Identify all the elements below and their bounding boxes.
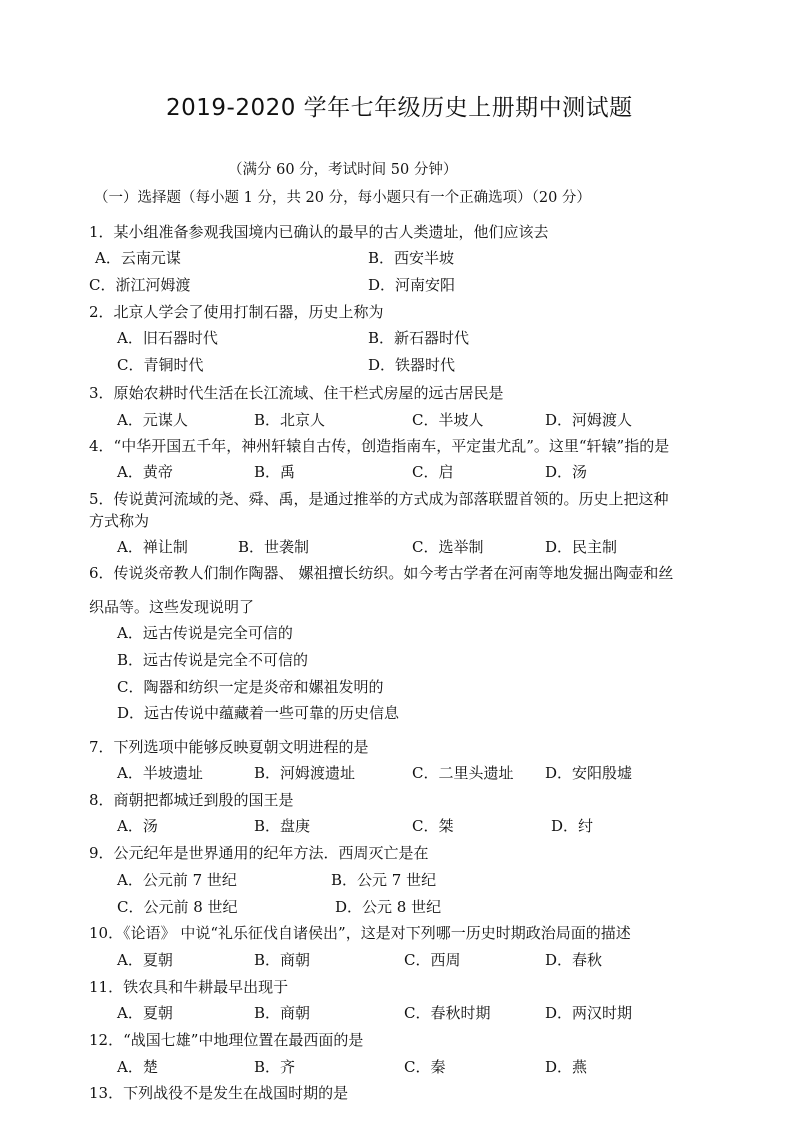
option-c: C．公元前 8 世纪 bbox=[117, 898, 238, 916]
question-stem: 10．《论语》 中说“礼乐征伐自诸侯出”，这是对下列哪一历史时期政治局面的描述 bbox=[89, 924, 631, 942]
option-c: C．青铜时代 bbox=[117, 356, 204, 374]
question-stem: 2．北京人学会了使用打制石器，历史上称为 bbox=[89, 303, 384, 321]
option-b: B．商朝 bbox=[254, 1004, 311, 1022]
option-c: C．陶器和纺织一定是炎帝和嫘祖发明的 bbox=[117, 678, 384, 696]
option-a: A．汤 bbox=[117, 817, 158, 835]
option-d: D．民主制 bbox=[545, 538, 618, 556]
option-d: D．河南安阳 bbox=[368, 276, 456, 294]
option-b: B．北京人 bbox=[254, 411, 326, 429]
section-heading: （一）选择题（每小题 1 分，共 20 分，每小题只有一个正确选项）（20 分） bbox=[94, 190, 591, 206]
question-stem: 3．原始农耕时代生活在长江流域、住干栏式房屋的远古居民是 bbox=[89, 384, 504, 402]
option-a: A．半坡遗址 bbox=[117, 764, 203, 782]
question-stem-cont: 织品等。这些发现说明了 bbox=[89, 598, 255, 616]
option-a: A．楚 bbox=[117, 1058, 158, 1076]
option-b: B．远古传说是完全不可信的 bbox=[117, 651, 309, 669]
option-d: D．汤 bbox=[545, 463, 588, 481]
question-stem: 7．下列选项中能够反映夏朝文明进程的是 bbox=[89, 738, 369, 756]
option-c: C．春秋时期 bbox=[404, 1004, 491, 1022]
option-a: A．夏朝 bbox=[117, 951, 173, 969]
option-b: B．西安半坡 bbox=[368, 249, 455, 267]
option-d: D．纣 bbox=[551, 817, 594, 835]
option-a: A．远古传说是完全可信的 bbox=[117, 624, 293, 642]
option-b: B．世袭制 bbox=[238, 538, 310, 556]
question-stem: 11．铁农具和牛耕最早出现于 bbox=[89, 978, 289, 996]
option-d: D．公元 8 世纪 bbox=[335, 898, 442, 916]
score-time-note: （满分 60 分，考试时间 50 分钟） bbox=[228, 162, 458, 178]
option-d: D．铁器时代 bbox=[368, 356, 456, 374]
question-stem: 8．商朝把都城迁到殷的国王是 bbox=[89, 791, 294, 809]
option-d: D．燕 bbox=[545, 1058, 588, 1076]
option-a: A．夏朝 bbox=[117, 1004, 173, 1022]
option-c: C．秦 bbox=[404, 1058, 446, 1076]
question-stem: 4．“中华开国五千年，神州轩辕自古传，创造指南车，平定蚩尤乱”。这里“轩辕”指的是 bbox=[89, 437, 670, 455]
question-stem: 1．某小组准备参观我国境内已确认的最早的古人类遗址，他们应该去 bbox=[89, 223, 549, 241]
option-d: D．安阳殷墟 bbox=[545, 764, 633, 782]
option-b: B．公元 7 世纪 bbox=[331, 871, 437, 889]
option-b: B．齐 bbox=[254, 1058, 296, 1076]
option-b: B．河姆渡遗址 bbox=[254, 764, 356, 782]
question-stem: 6．传说炎帝教人们制作陶器、 嫘祖擅长纺织。如今考古学者在河南等地发掘出陶壶和丝 bbox=[89, 564, 674, 582]
option-c: C．浙江河姆渡 bbox=[89, 276, 191, 294]
option-b: B．禹 bbox=[254, 463, 296, 481]
option-d: D．远古传说中蕴藏着一些可靠的历史信息 bbox=[117, 704, 400, 722]
option-b: B．新石器时代 bbox=[368, 329, 470, 347]
option-d: D．两汉时期 bbox=[545, 1004, 633, 1022]
option-d: D．春秋 bbox=[545, 951, 603, 969]
question-stem-cont: 方式称为 bbox=[89, 512, 150, 530]
option-c: C．半坡人 bbox=[412, 411, 484, 429]
option-b: B．商朝 bbox=[254, 951, 311, 969]
question-stem: 5．传说黄河流域的尧、舜、禹，是通过推举的方式成为部落联盟首领的。历史上把这种 bbox=[89, 490, 669, 508]
option-c: C．西周 bbox=[404, 951, 461, 969]
question-stem: 12．“战国七雄”中地理位置在最西面的是 bbox=[89, 1031, 364, 1049]
option-a: A．公元前 7 世纪 bbox=[117, 871, 237, 889]
option-b: B．盘庚 bbox=[254, 817, 311, 835]
option-a: A．元谋人 bbox=[117, 411, 188, 429]
option-c: C．选举制 bbox=[412, 538, 484, 556]
question-stem: 13．下列战役不是发生在战国时期的是 bbox=[89, 1084, 349, 1102]
option-d: D．河姆渡人 bbox=[545, 411, 633, 429]
question-stem: 9．公元纪年是世界通用的纪年方法．西周灭亡是在 bbox=[89, 844, 429, 862]
option-a: A．云南元谋 bbox=[95, 249, 181, 267]
page-title: 2019-2020 学年七年级历史上册期中测试题 bbox=[166, 95, 633, 121]
option-a: A．旧石器时代 bbox=[117, 329, 218, 347]
option-c: C．二里头遗址 bbox=[412, 764, 514, 782]
option-a: A．黄帝 bbox=[117, 463, 173, 481]
option-c: C．桀 bbox=[412, 817, 454, 835]
option-a: A．禅让制 bbox=[117, 538, 188, 556]
option-c: C．启 bbox=[412, 463, 454, 481]
